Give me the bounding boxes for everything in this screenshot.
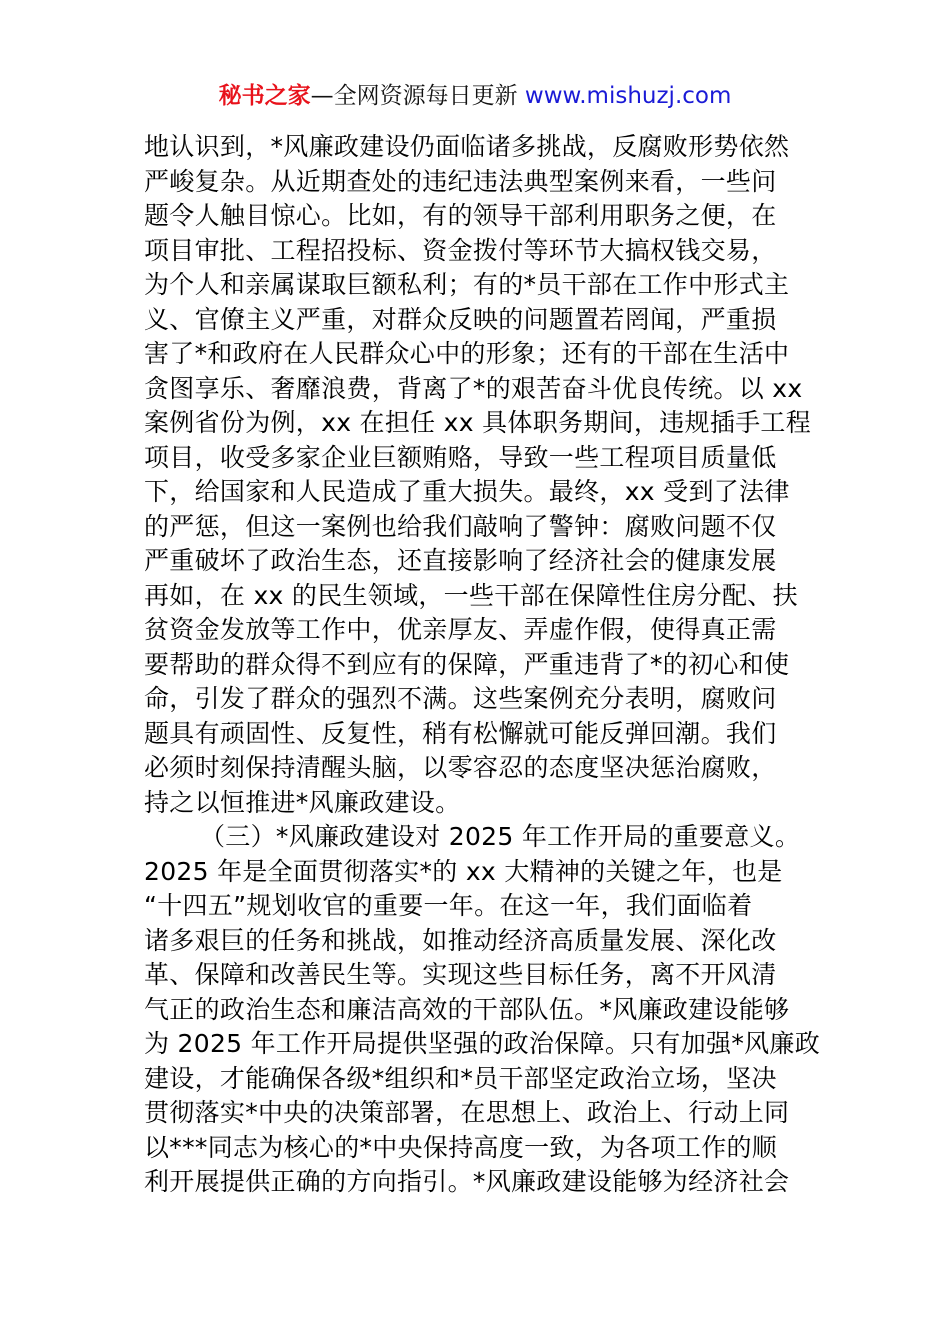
site-brand: 秘书之家 bbox=[218, 83, 311, 109]
body-line: “十四五”规划收官的重要一年。在这一年，我们面临着 bbox=[144, 891, 753, 920]
body-line: 要帮助的群众得不到应有的保障，严重违背了*的初心和使 bbox=[144, 649, 790, 679]
body-line: 贪图享乐、奢靡浪费，背离了*的艰苦奋斗优良传统。以 xx bbox=[144, 373, 803, 403]
body-line: 建设，才能确保各级*组织和*员干部坚定政治立场，坚决 bbox=[144, 1063, 777, 1093]
body-line: 地认识到，*风廉政建设仍面临诸多挑战，反腐败形势依然 bbox=[144, 132, 790, 161]
body-line: 革、保障和改善民生等。实现这些目标任务，离不开风清 bbox=[144, 960, 777, 989]
body-line: 项目，收受多家企业巨额贿赂，导致一些工程项目质量低 bbox=[144, 442, 777, 472]
body-line: 贫资金发放等工作中，优亲厚友、弄虚作假，使得真正需 bbox=[144, 615, 777, 644]
body-line: 严峻复杂。从近期查处的违纪违法典型案例来看，一些问 bbox=[144, 166, 777, 196]
section-heading: （三）*风廉政建设对 2025 年工作开局的重要意义。 bbox=[200, 822, 801, 851]
body-line: 害了*和政府在人民群众心中的形象；还有的干部在生活中 bbox=[144, 339, 790, 368]
body-line: 为 2025 年工作开局提供坚强的政治保障。只有加强*风廉政 bbox=[144, 1029, 821, 1058]
body-line: 气正的政治生态和廉洁高效的干部队伍。*风廉政建设能够 bbox=[144, 994, 790, 1024]
body-line: 案例省份为例，xx 在担任 xx 具体职务期间，违规插手工程 bbox=[144, 408, 812, 437]
body-line: 持之以恒推进*风廉政建设。 bbox=[144, 787, 461, 817]
document-body bbox=[144, 130, 824, 1200]
site-url-link[interactable]: www.mishuzj.com bbox=[524, 83, 732, 109]
body-line: 贯彻落实*中央的决策部署，在思想上、政治上、行动上同 bbox=[144, 1098, 790, 1127]
site-header bbox=[0, 80, 950, 112]
body-line: 题令人触目惊心。比如，有的领导干部利用职务之便，在 bbox=[144, 201, 777, 230]
body-line: 必须时刻保持清醒头脑，以零容忍的态度坚决惩治腐败， bbox=[144, 753, 777, 782]
body-line: 项目审批、工程招投标、资金拨付等环节大搞权钱交易， bbox=[144, 235, 777, 265]
body-line: 诸多艰巨的任务和挑战，如推动经济高质量发展、深化改 bbox=[144, 925, 777, 955]
body-line: 命，引发了群众的强烈不满。这些案例充分表明，腐败问 bbox=[144, 684, 777, 713]
body-line: 利开展提供正确的方向指引。*风廉政建设能够为经济社会 bbox=[144, 1167, 790, 1196]
body-line: 义、官僚主义严重，对群众反映的问题置若罔闻，严重损 bbox=[144, 304, 777, 334]
body-line: 下，给国家和人民造成了重大损失。最终，xx 受到了法律 bbox=[144, 477, 790, 506]
site-tagline: —全网资源每日更新 bbox=[310, 83, 525, 109]
body-line: 2025 年是全面贯彻落实*的 xx 大精神的关键之年，也是 bbox=[144, 856, 783, 886]
body-line: 的严惩，但这一案例也给我们敲响了警钟：腐败问题不仅 bbox=[144, 511, 777, 541]
body-line: 为个人和亲属谋取巨额私利；有的*员干部在工作中形式主 bbox=[144, 270, 790, 299]
body-line: 严重破坏了政治生态，还直接影响了经济社会的健康发展 bbox=[144, 546, 777, 575]
body-line: 题具有顽固性、反复性，稍有松懈就可能反弹回潮。我们 bbox=[144, 718, 777, 748]
body-line: 再如，在 xx 的民生领域，一些干部在保障性住房分配、扶 bbox=[144, 580, 798, 610]
body-line: 以***同志为核心的*中央保持高度一致，为各项工作的顺 bbox=[144, 1132, 778, 1162]
